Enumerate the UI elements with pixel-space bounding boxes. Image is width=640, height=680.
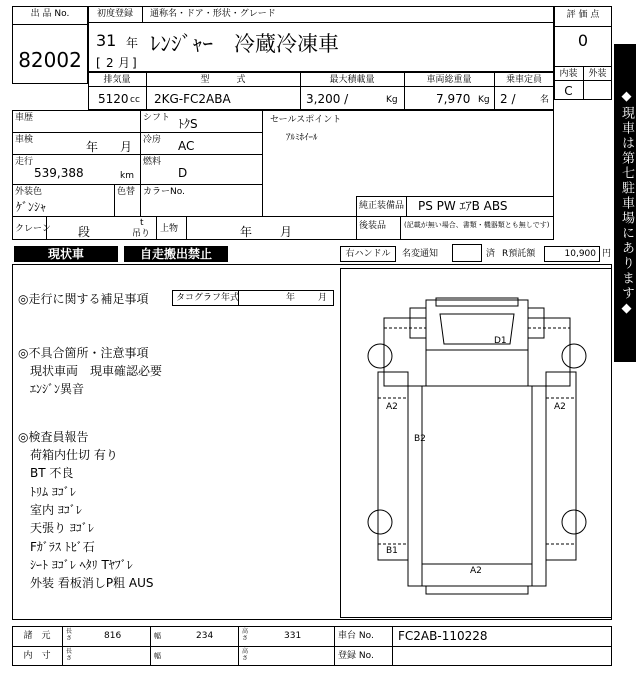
- gross-weight-value: 7,970: [436, 92, 471, 106]
- wheel-rear-right: [562, 510, 586, 534]
- height-value: 331: [284, 631, 302, 641]
- sales-point-value: ｱﾙﾐﾎｲｰﾙ: [286, 133, 318, 143]
- gross-weight-unit: Kg: [478, 95, 490, 105]
- max-load-unit: Kg: [386, 95, 398, 105]
- name-change-label: 名変通知: [402, 249, 439, 259]
- tachograph-month-unit: 月: [318, 293, 328, 303]
- recycle-fee-label: R預託額: [502, 249, 536, 259]
- mileage-label: 走行: [15, 157, 34, 167]
- cargo-side-left: [378, 372, 408, 560]
- aftermarket-note: (記載が無い場合、書類・機器類とも無しです): [404, 221, 550, 229]
- in-height-label: 高さ: [242, 648, 249, 662]
- name-change-box: [452, 244, 482, 262]
- displacement-value: 5120: [98, 92, 129, 106]
- reg-year-unit: 年: [126, 36, 139, 50]
- defects-header: ◎不具合箇所・注意事項: [18, 346, 149, 360]
- model-name-label: 通称名・ドア・形状・グレード: [150, 9, 276, 19]
- crane-hanging: 吊り: [132, 229, 151, 239]
- mirror-left: [410, 308, 426, 338]
- standard-equip-label: 純正装備品: [359, 201, 405, 211]
- mirror-right: [528, 308, 544, 338]
- tachograph-label: タコグラフ年式: [176, 293, 240, 303]
- cab-roof: [436, 298, 518, 306]
- current-status-tab: 現状車: [14, 246, 118, 262]
- max-load-value: 3,200 /: [306, 92, 349, 106]
- history-label: 車歴: [15, 113, 34, 123]
- aftermarket-label: 後装品: [359, 221, 387, 231]
- bumper-rear: [426, 586, 528, 594]
- crane-steps-unit: 段: [78, 225, 91, 239]
- self-drive-ban-tab: 自走搬出禁止: [124, 246, 228, 262]
- reg-year: 31: [96, 31, 117, 50]
- color-no-label: カラーNo.: [143, 187, 185, 197]
- recycle-fee-unit: 円: [602, 249, 612, 259]
- mileage-value: 539,388: [34, 166, 84, 180]
- damage-mark-d1: D1: [494, 336, 507, 346]
- location-banner: ◆現車は第七駐車場にあります◆: [614, 44, 636, 362]
- reg-month: 2: [106, 56, 114, 70]
- width-label: 幅: [154, 632, 161, 640]
- width-value: 234: [196, 631, 214, 641]
- max-load-label: 最大積載量: [329, 75, 375, 85]
- first-reg-label: 初度登録: [96, 9, 133, 19]
- interior-label: 内装: [559, 69, 578, 79]
- cargo-box-top: [408, 386, 546, 586]
- wheel-front-left: [368, 344, 392, 368]
- inspector-item: 外装 看板消しP粗 AUS: [30, 576, 154, 590]
- inspector-header: ◎検査員報告: [18, 430, 89, 444]
- damage-mark-a2-right: A2: [554, 402, 566, 412]
- wheel-front-right: [562, 344, 586, 368]
- capacity-label: 乗車定員: [505, 75, 542, 85]
- inspector-item: 室内 ﾖｺﾞﾚ: [30, 503, 82, 517]
- vehicle-name: ﾚﾝｼﾞｬｰ 冷蔵冷凍車: [150, 32, 339, 56]
- upper-month-unit: 月: [280, 225, 293, 239]
- displacement-label: 排気量: [103, 75, 131, 85]
- defect-item: ｴﾝｼﾞﾝ異音: [30, 382, 85, 396]
- lot-label: 出 品 No.: [30, 9, 70, 19]
- driving-header: ◎走行に関する補足事項: [18, 292, 149, 306]
- inspector-item: 天張り ﾖｺﾞﾚ: [30, 521, 94, 535]
- in-width-label: 幅: [154, 652, 161, 660]
- crane-t: t: [140, 218, 144, 228]
- score-value: 0: [577, 31, 589, 50]
- cooler-label: 冷房: [143, 135, 162, 145]
- mileage-unit: km: [120, 171, 134, 181]
- recycle-fee: 10,900: [564, 249, 596, 259]
- color-change-label: 色替: [117, 187, 136, 197]
- exterior-label: 外装: [588, 69, 607, 79]
- inspection-month-unit: 月: [120, 140, 133, 154]
- capacity-unit: 名: [540, 95, 550, 105]
- interior-grade: C: [564, 84, 573, 98]
- capacity-value: 2 /: [500, 92, 516, 106]
- height-label: 高さ: [242, 628, 249, 642]
- inspector-item: ｼｰﾄ ﾖｺﾞﾚ ﾍﾀﾘ Tﾔﾌﾞﾚ: [30, 558, 133, 572]
- tachograph-year-unit: 年: [286, 293, 296, 303]
- dims-label: 諸 元: [23, 631, 51, 641]
- reg-month-bracket-open: [: [96, 56, 101, 70]
- shift-label: シフト: [143, 113, 171, 123]
- crane-label: クレーン: [15, 224, 51, 234]
- gross-weight-label: 車両総重量: [426, 75, 472, 85]
- chassis-no: FC2AB-110228: [398, 629, 488, 643]
- type-label: 型 式: [200, 75, 246, 85]
- damage-mark-b1: B1: [386, 546, 398, 556]
- reg-label: 登録 No.: [338, 651, 374, 661]
- defect-item: 現状車両 現車確認必要: [30, 364, 163, 378]
- inspection-label: 車検: [15, 135, 34, 145]
- standard-equip-value: PS PW ｴｱB ABS: [418, 199, 508, 213]
- length-label: 長さ: [66, 628, 73, 642]
- upper-label: 上物: [160, 224, 179, 234]
- cargo-side-right: [546, 372, 576, 560]
- sales-point-label: セールスポイント: [270, 115, 342, 125]
- fuel-label: 燃料: [143, 157, 162, 167]
- wheel-rear-left: [368, 510, 392, 534]
- reg-month-unit: 月: [118, 56, 131, 70]
- lot-number: 82002: [18, 48, 82, 72]
- chassis-label: 車台 No.: [338, 631, 374, 641]
- inspector-item: Fｶﾞﾗｽ ﾄﾋﾞ石: [30, 540, 95, 554]
- ext-color-label: 外装色: [15, 187, 43, 197]
- reg-month-bracket-close: ]: [132, 56, 137, 70]
- fuel-value: D: [178, 166, 188, 180]
- right-handle: 右ハンドル: [345, 249, 391, 259]
- score-label: 評 価 点: [566, 10, 600, 20]
- inspector-item: ﾄﾘﾑ ﾖｺﾞﾚ: [30, 485, 76, 499]
- in-length-label: 長さ: [66, 648, 73, 662]
- recycle-done: 済: [486, 249, 496, 259]
- damage-mark-a2-left: A2: [386, 402, 398, 412]
- damage-mark-b2: B2: [414, 434, 426, 444]
- damage-mark-a2-bottom: A2: [470, 566, 482, 576]
- shift-value: ﾄｸS: [178, 117, 198, 131]
- inspection-year-unit: 年: [86, 140, 99, 154]
- length-value: 816: [104, 631, 122, 641]
- type-value: 2KG-FC2ABA: [154, 92, 231, 106]
- interior-dims-label: 内 寸: [23, 651, 51, 661]
- cooler-value: AC: [178, 139, 195, 153]
- inspector-item: 荷箱内仕切 有り: [30, 448, 118, 462]
- displacement-unit: cc: [130, 95, 140, 105]
- upper-year-unit: 年: [240, 225, 253, 239]
- inspector-item: BT 不良: [30, 466, 74, 480]
- ext-color-value: ｹﾞﾝｼｬ: [16, 200, 47, 214]
